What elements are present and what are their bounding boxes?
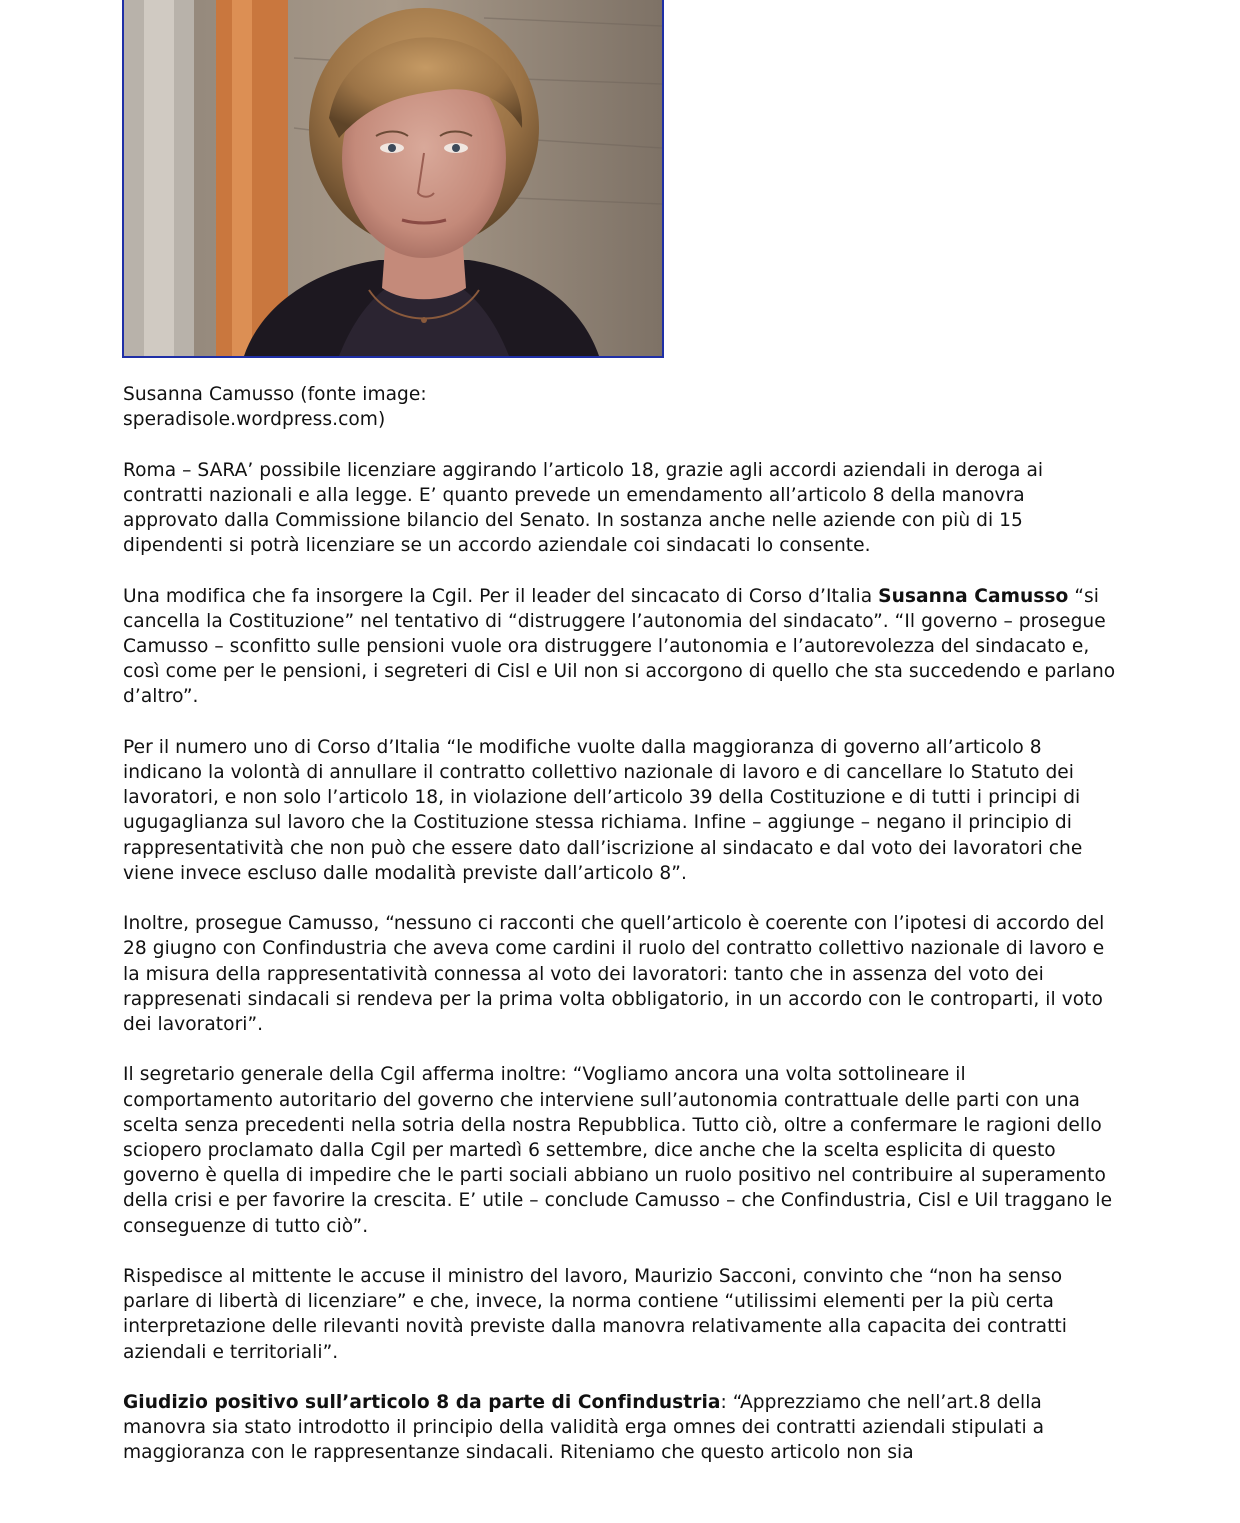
paragraph-1: Roma – SARA’ possibile licenziare aggirando l’articolo 18, grazie agli accordi aziendali in deroga ai contratti nazionali e alla legge. E’ quanto prevede un emendamento all’articolo 8 della manovra approvato dalla Commissione bilancio del Senato. In sostanza anche nelle aziende con più di 15 dipendenti si potrà licenziare se un accordo aziendale coi sindacati lo consente.	[123, 459, 1044, 557]
caption-line-1: Susanna Camusso (fonte image:	[123, 384, 427, 405]
paragraph-2	[123, 584, 1118, 710]
paragraph-7-bold-heading: Giudizio positivo sull’articolo 8 da parte di Confindustria	[123, 1392, 721, 1414]
caption-line-2: speradisole.wordpress.com)	[123, 409, 386, 431]
image-caption	[123, 382, 483, 432]
portrait-photo	[122, 0, 664, 358]
paragraph-3: Per il numero uno di Corso d’Italia “le modifiche vuolte dalla maggioranza di governo all’articolo 8 indicano la volontà di annullare il contratto collettivo nazionale di lavoro e di cancellare lo Statuto dei lavoratori, e non solo l’articolo 18, in violazione dell’articolo 39 della Costituzione e di tutti i principi di ugugaglianza sul lavoro che la Costituzione stessa richiama. Infine – aggiunge – negano il principio di rappresentatività che non può che essere dato dall’iscrizione al sindacato e dal voto dei lavoratori che viene invece escluso dalle modalità previste dall’articolo 8”.	[123, 736, 1083, 884]
paragraph-5: Il segretario generale della Cgil afferma inoltre: “Vogliamo ancora una volta sottolineare il comportamento autoritario del governo che interviene sull’autonomia contrattuale delle parti con una scelta senza precedenti nella sotria della nostra Repubblica. Tutto ciò, oltre a confermare le ragioni dello sciopero proclamato dalla Cgil per martedì 6 settembre, dice anche che la scelta esplicita di questo governo è quella di impedire che le parti sociali abbiano un ruolo positivo nel contribuire al superamento della crisi e per favorire la crescita. E’ utile – conclude Camusso – che Confindustria, Cisl e Uil traggano le conseguenze di tutto ciò”.	[123, 1064, 1113, 1237]
paragraph-6: Rispedisce al mittente le accuse il ministro del lavoro, Maurizio Sacconi, convinto che “non ha senso parlare di libertà di licenziare” e che, invece, la norma contiene “utilissimi elementi per la più certa interpretazione delle rilevanti novità previste dalla manovra relativamente alla capacita dei contratti aziendali e territoriali”.	[123, 1266, 1067, 1363]
portrait-image	[124, 0, 662, 356]
paragraph-2-rest: “si cancella la Costituzione” nel tentativo di “distruggere l’autonomia del sindacato”. “Il governo – prosegue Camusso – sconfitto sulle pensioni vuole ora distruggere l’autonomia e l’autorevolezza del sindacato e, così come per le pensioni, i segreteri di Cisl e Uil non si accorgono di quello che sta succedendo e parlano d’altro”.	[123, 585, 1116, 708]
paragraph-7-rest: : “Apprezziamo che nell’art.8 della manovra sia stato introdotto il principio della validità erga omnes dei contratti aziendali stipulati a maggioranza con le rappresentanze sindacali. Riteniamo che questo articolo non sia	[123, 1392, 1045, 1464]
paragraph-2-start: Una modifica che fa insorgere la Cgil. Per il leader del sincacato di Corso d’Italia	[123, 585, 879, 607]
paragraph-4: Inoltre, prosegue Camusso, “nessuno ci racconti che quell’articolo è coerente con l’ipotesi di accordo del 28 giugno con Confindustria che aveva come cardini il ruolo del contratto collettivo nazionale di lavoro e la misura della rappresentatività connessa al voto dei lavoratori: tanto che in assenza del voto dei rappresenati sindacali si rendeva per la prima volta obbligatorio, in un accordo con le controparti, il voto dei lavoratori”.	[123, 913, 1105, 1036]
paragraph-7	[123, 1390, 1118, 1466]
paragraph-2-bold-name: Susanna Camusso	[878, 585, 1069, 607]
article-body	[123, 382, 1118, 1491]
